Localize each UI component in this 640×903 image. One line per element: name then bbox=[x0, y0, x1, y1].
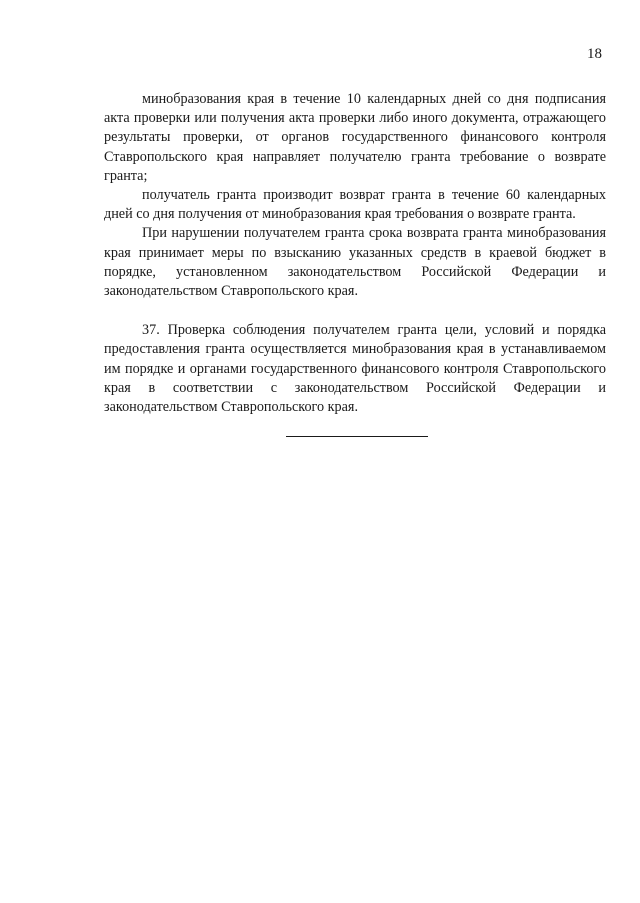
paragraph-grant-return-demand: минобразования края в течение 10 календарных дней со дня подписания акта проверки или получения акта проверки либо иного документа, отражающего результаты проверки, от органов государственного финансового контроля Ставропольского края направляет получателю гранта требование о возврате гранта; bbox=[104, 91, 606, 184]
paragraph-item-37: 37. Проверка соблюдения получателем гранта цели, условий и порядка предоставления гранта осуществляется минобразования края в устанавливаемом им порядке и органами государственного финансового контроля Ставропольского края в соответствии с законодательством Российской Федерации и законодательством Ставропольского края. bbox=[104, 322, 606, 416]
document-body bbox=[104, 90, 606, 417]
paragraph-grant-return-term: получатель гранта производит возврат гранта в течение 60 календарных дней со дня получения от минобразования края требования о возврате гранта. bbox=[104, 187, 606, 223]
page-number: 18 bbox=[587, 46, 602, 62]
paragraph-violation-measures: При нарушении получателем гранта срока возврата гранта минобразования края принимает меры по взысканию указанных средств в краевой бюджет в порядке, установленном законодательством Российской Федерации и законодательством Ставропольского края. bbox=[104, 225, 606, 300]
end-separator-line bbox=[286, 436, 428, 437]
